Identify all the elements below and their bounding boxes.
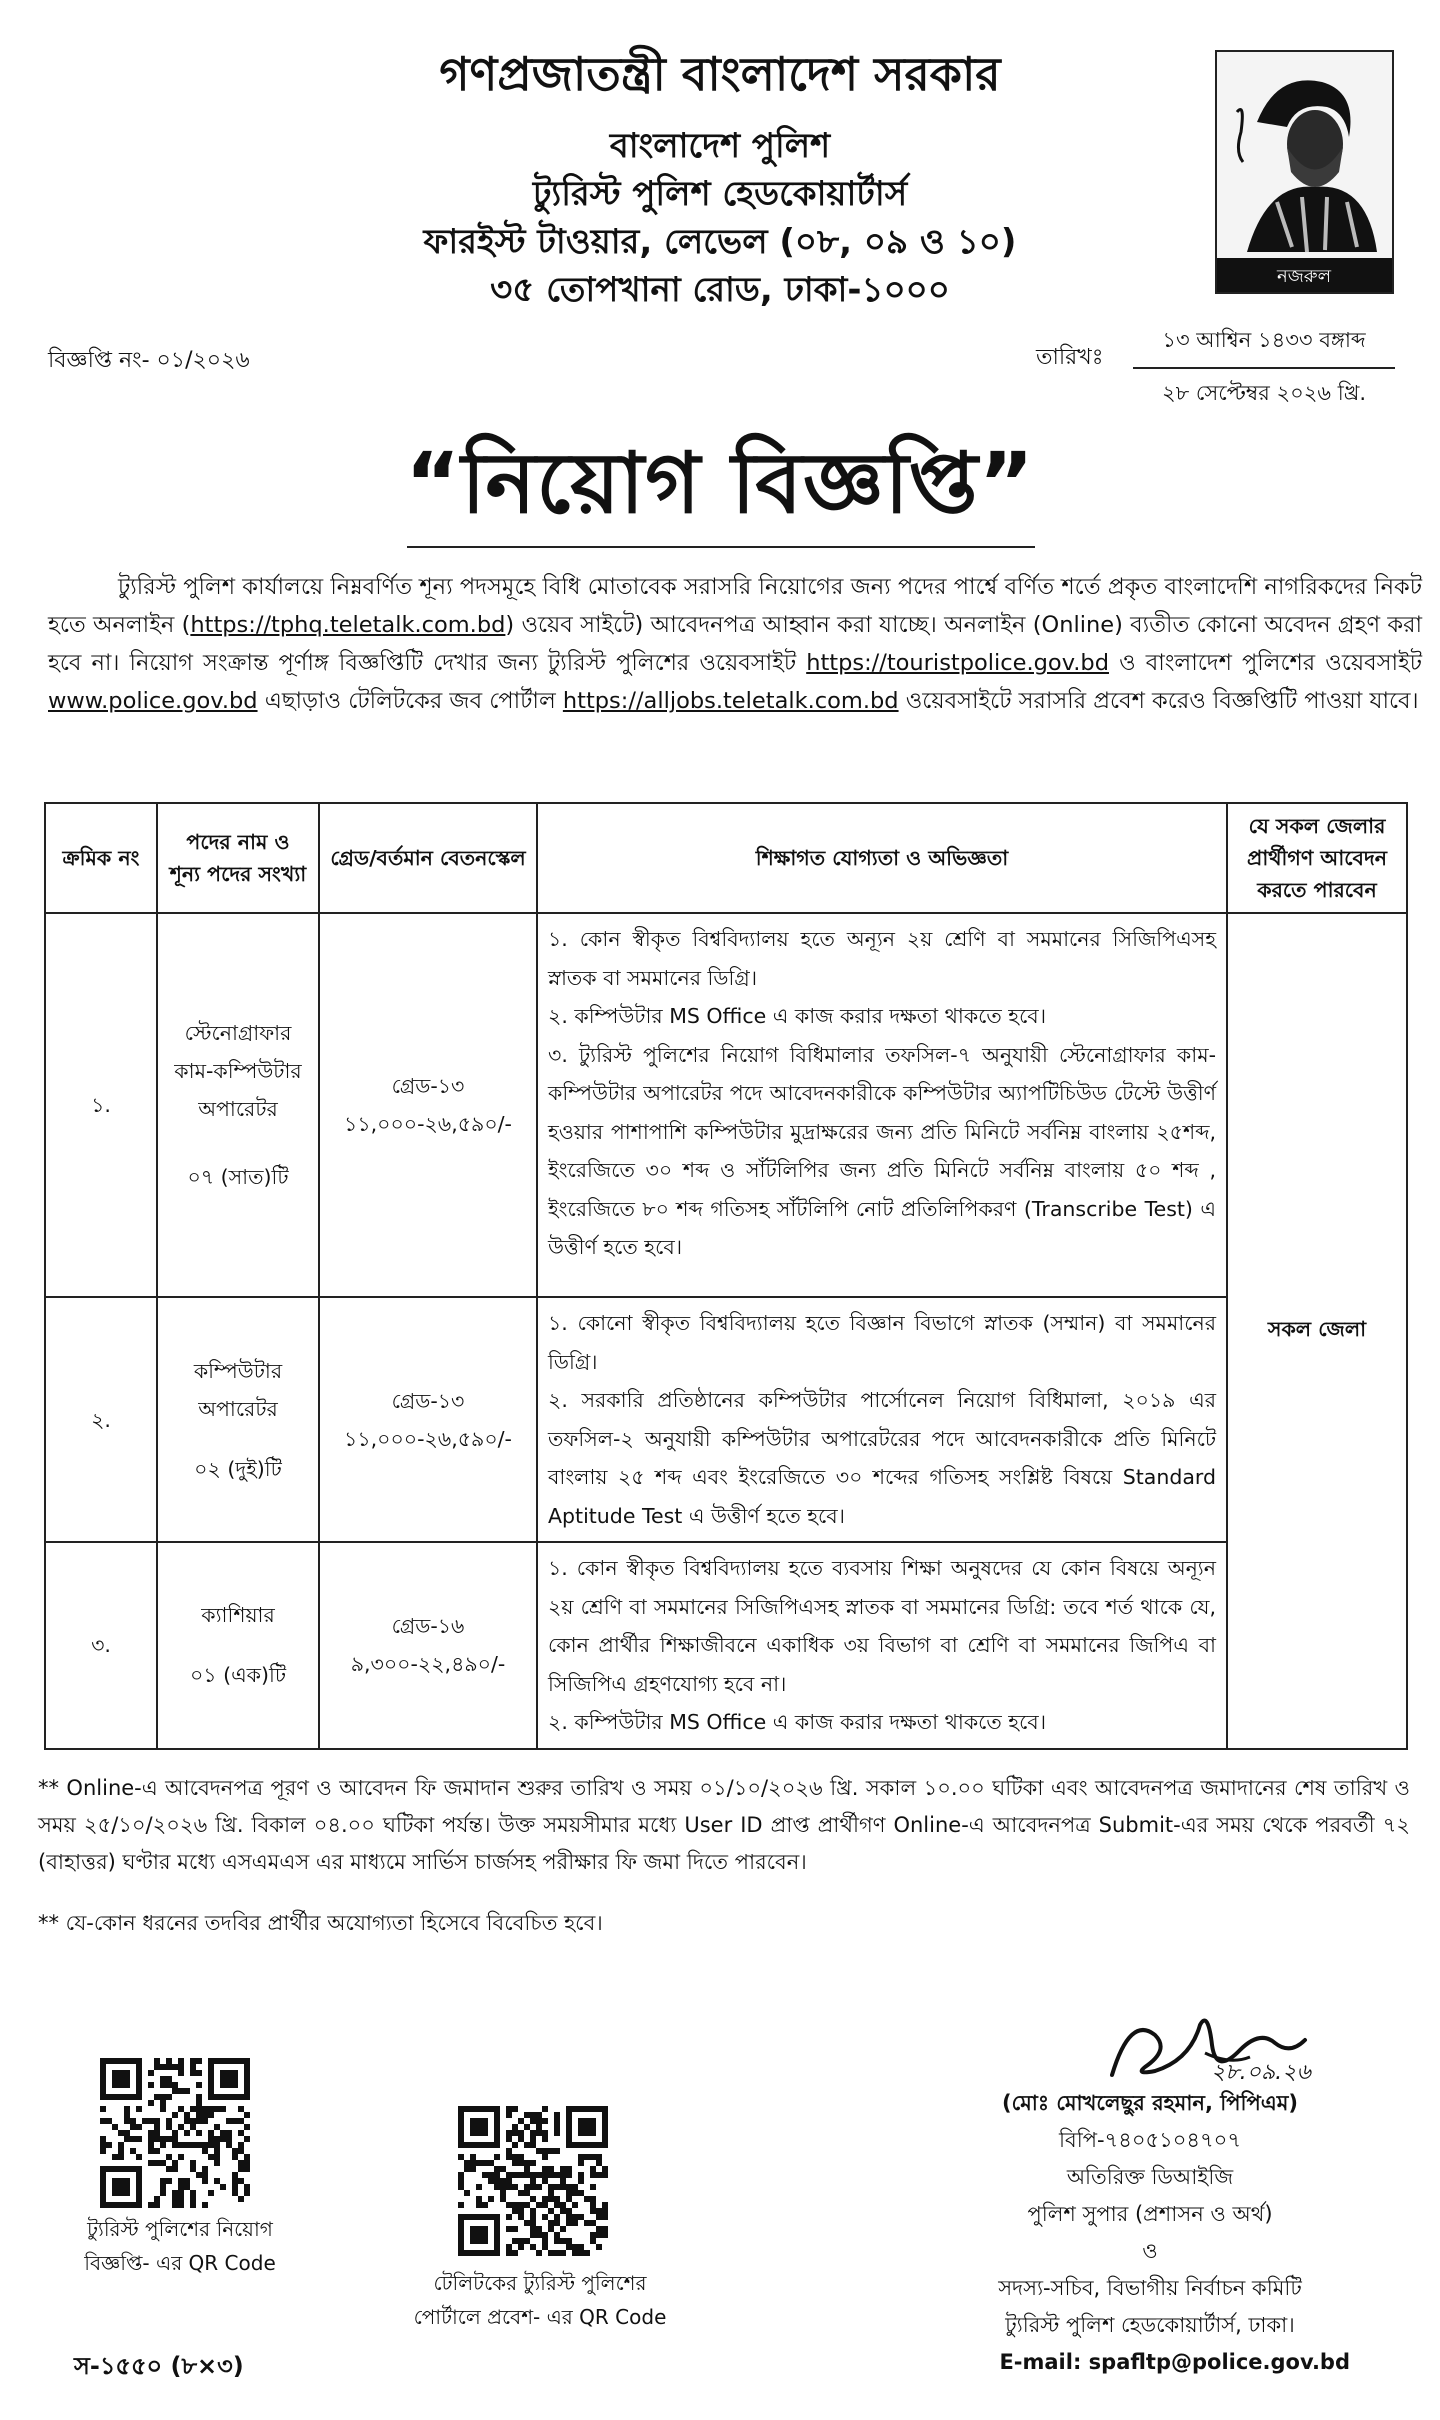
qr2-caption-line2: পোর্টালে প্রবেশ- এর QR Code <box>413 2305 667 2329</box>
qr2-caption-line1: টেলিটকের ট্যুরিস্ট পুলিশের <box>433 2271 647 2295</box>
qr-code-icon[interactable] <box>458 2106 608 2256</box>
qr-code-icon[interactable] <box>100 2058 250 2208</box>
intro-text-1: ট্যুরিস্ট পুলিশ কার্যালয়ে নিম্নবর্ণিত শূন্য পদসমূহে বিধি মোতাবেক সরাসরি নিয়োগের জন্য পদের পার্শ্বে বর্ণিত শর্তে প্রকৃত বাংলাদেশি নাগরিকদের নিকট হতে অনলাইন ( <box>48 574 1422 638</box>
header-government: গণপ্রজাতন্ত্রী বাংলাদেশ সরকার <box>439 47 1001 101</box>
date-bangla: ১৩ আশ্বিন ১৪৩৩ বঙ্গাব্দ <box>1133 320 1395 369</box>
post-name: স্টেনোগ্রাফার কাম-কম্পিউটার অপারেটর <box>174 1021 302 1121</box>
signatory-title-3: সদস্য-সচিব, বিভাগীয় নির্বাচন কমিটি <box>998 2276 1302 2300</box>
row-post <box>157 1297 319 1542</box>
post-name: কম্পিউটার অপারেটর <box>193 1358 283 1421</box>
row-post <box>157 1542 319 1749</box>
link-teletalk-application[interactable]: https://tphq.teletalk.com.bd <box>190 612 506 638</box>
pay-scale: ৯,৩০০-২২,৪৯০/- <box>350 1652 506 1677</box>
signature-date: ২৮.০৯.২৬ <box>1211 2060 1311 2085</box>
row-serial: ৩. <box>45 1542 157 1749</box>
qualification-item: ২. সরকারি প্রতিষ্ঠানের কম্পিউটার পার্সোনেল নিয়োগ বিধিমালা, ২০১৯ এর তফসিল-২ অনুযায়ী কম্পিউটার অপারেটরের পদে আবেদনকারীকে প্রতি মিনিটে বাংলায় ২৫ শব্দ এবং ইংরেজিতে ৩০ শব্দের গতিসহ সংশ্লিষ্ট বিষয়ে Standard Aptitude Test এ উত্তীর্ণ হতে হবে। <box>548 1388 1216 1528</box>
qualification-item: ২. কম্পিউটার MS Office এ কাজ করার দক্ষতা থাকতে হবে। <box>548 1710 1047 1734</box>
signatory-block <box>900 2085 1400 2381</box>
pay-scale: ১১,০০০-২৬,৫৯০/- <box>344 1426 512 1451</box>
qualification-item: ১. কোনো স্বীকৃত বিশ্ববিদ্যালয় হতে বিজ্ঞান বিভাগে স্নাতক (সম্মান) বা সমমানের ডিগ্রি। <box>548 1311 1216 1374</box>
date-label: তারিখঃ <box>1036 345 1104 370</box>
row-grade <box>319 913 537 1297</box>
signatory-bp: বিপি-৭৪০৫১০৪৭০৭ <box>1059 2128 1241 2152</box>
header-building: ফারইস্ট টাওয়ার, লেভেল (০৮, ০৯ ও ১০) <box>423 222 1017 262</box>
post-count: ০১ (এক)টি <box>189 1663 287 1688</box>
table-row <box>45 913 1407 1297</box>
grade-name: গ্রেড-১৩ <box>391 1388 465 1413</box>
qualification-item: ২. কম্পিউটার MS Office এ কাজ করার দক্ষতা থাকতে হবে। <box>548 1004 1047 1028</box>
signatory-and: ও <box>1142 2239 1158 2263</box>
qr1-caption <box>20 2212 340 2280</box>
header-post: পদের নাম ও শূন্য পদের সংখ্যা <box>157 803 319 913</box>
row-qualification <box>537 1542 1227 1749</box>
date-english: ২৮ সেপ্টেম্বর ২০২৬ খ্রি. <box>1161 381 1367 405</box>
qualification-item: ১. কোন স্বীকৃত বিশ্ববিদ্যালয় হতে অন্যূন ২য় শ্রেণি বা সমমানের সিজিপিএসহ স্নাতক বা সমমানের ডিগ্রি। <box>548 927 1216 990</box>
row-serial: ২. <box>45 1297 157 1542</box>
memo-number: বিজ্ঞপ্তি নং- ০১/২০২৬ <box>48 348 250 373</box>
table-row <box>45 1542 1407 1749</box>
row-grade <box>319 1297 537 1542</box>
row-grade <box>319 1542 537 1749</box>
portrait-drawing <box>1217 52 1392 292</box>
portrait-caption: নজরুল <box>1276 266 1332 287</box>
signatory-title-1: অতিরিক্ত ডিআইজি <box>1066 2165 1234 2189</box>
qr1-caption-line2: বিজ্ঞপ্তি- এর QR Code <box>84 2251 276 2275</box>
qualification-item: ৩. ট্যুরিস্ট পুলিশের নিয়োগ বিধিমালার তফসিল-৭ অনুযায়ী স্টেনোগ্রাফার কাম-কম্পিউটার অপারেটর পদে আবেদনকারীকে কম্পিউটার অ্যাপটিচিউড টেস্টে উত্তীর্ণ হওয়ার পাশাপাশি কম্পিউটার মুদ্রাক্ষরের জন্য প্রতি মিনিটে সর্বনিম্ন বাংলায় ২৫শব্দ, ইংরেজিতে ৩০ শব্দ ও সাঁটলিপির জন্য প্রতি মিনিটে সর্বনিম্ন বাংলায় ৫০ শব্দ , ইংরেজিতে ৮০ শব্দ গতিসহ সাঁটলিপি নোট প্রতিলিপিকরণ (Transcribe Test) এ উত্তীর্ণ হতে হবে। <box>548 1042 1216 1259</box>
link-tourist-police-website[interactable]: https://touristpolice.gov.bd <box>806 650 1109 676</box>
header-address: ৩৫ তোপখানা রোড, ঢাকা-১০০০ <box>490 270 950 310</box>
eligible-districts: সকল জেলা <box>1227 913 1407 1749</box>
signatory-email[interactable]: E-mail: spafltp@police.gov.bd <box>999 2350 1350 2374</box>
intro-text-2: ) ওয়েব সাইটে) আবেদনপত্র আহ্বান করা যাচ্ছে। অনলাইন (Online) ব্যতীত কোনো অবেদন গ্রহণ করা হবে না। নিয়োগ সংক্রান্ত পূর্ণাঙ্গ বিজ্ঞপ্তিটি দেখার জন্য ট্যুরিস্ট পুলিশের ওয়েবসাইট <box>48 612 1422 676</box>
note-application-dates: ** Online-এ আবেদনপত্র পূরণ ও আবেদন ফি জমাদান শুরুর তারিখ ও সময় ০১/১০/২০২৬ খ্রি. সকাল ১০.০০ ঘটিকা এবং আবেদনপত্র জমাদানের শেষ তারিখ ও সময় ২৫/১০/২০২৬ খ্রি. বিকাল ০৪.০০ ঘটিকা পর্যন্ত। উক্ত সময়সীমার মধ্যে User ID প্রাপ্ত প্রার্থীগণ Online-এ আবেদনপত্র Submit-এর সময় থেকে পরবর্তী ৭২ (বাহাত্তর) ঘণ্টার মধ্যে এসএমএস এর মাধ্যমে সার্ভিস চার্জসহ পরীক্ষার ফি জমা দিতে পারবেন। <box>38 1776 1410 1874</box>
portrait-emblem <box>1215 50 1394 294</box>
intro-paragraph <box>48 568 1422 720</box>
link-police-website[interactable]: www.police.gov.bd <box>48 688 258 714</box>
intro-text-5: ওয়েবসাইটে সরাসরি প্রবেশ করেও বিজ্ঞপ্তিটি পাওয়া যাবে। <box>898 688 1419 714</box>
table-header-row <box>45 803 1407 913</box>
intro-text-3: ও বাংলাদেশ পুলিশের ওয়েবসাইট <box>1108 650 1422 676</box>
signatory-name: (মোঃ মোখলেছুর রহমান, পিপিএম) <box>1001 2091 1299 2115</box>
qr2-caption <box>390 2266 690 2334</box>
table-row <box>45 1297 1407 1542</box>
link-alljobs-teletalk[interactable]: https://alljobs.teletalk.com.bd <box>562 688 899 714</box>
post-count: ০৭ (সাত)টি <box>187 1165 289 1189</box>
intro-text-4: এছাড়াও টেলিটকের জব পোর্টাল <box>257 688 563 714</box>
header-headquarters: ট্যুরিস্ট পুলিশ হেডকোয়ার্টার্স <box>532 174 908 214</box>
header-grade: গ্রেড/বর্তমান বেতনস্কেল <box>319 803 537 913</box>
qualification-item: ১. কোন স্বীকৃত বিশ্ববিদ্যালয় হতে ব্যবসায় শিক্ষা অনুষদের যে কোন বিষয়ে অন্যূন ২য় শ্রেণি বা সমমানের সিজিপিএসহ স্নাতক বা সমমানের ডিগ্রি: তবে শর্ত থাকে যে, কোন প্রার্থীর শিক্ষাজীবনে একাধিক ৩য় বিভাগ বা শ্রেণি বা সমমানের জিপিএ বা সিজিপিএ গ্রহণযোগ্য হবে না। <box>548 1556 1216 1696</box>
post-count: ০২ (দুই)টি <box>194 1456 282 1481</box>
grade-name: গ্রেড-১৩ <box>391 1074 465 1098</box>
row-serial: ১. <box>45 913 157 1297</box>
row-qualification <box>537 913 1227 1297</box>
post-name: ক্যাশিয়ার <box>201 1603 275 1628</box>
notice-title: “নিয়োগ বিজ্ঞপ্তি” <box>405 434 1035 532</box>
grade-name: গ্রেড-১৬ <box>391 1614 465 1639</box>
row-post <box>157 913 319 1297</box>
title-underline <box>407 546 1035 548</box>
form-code: স-১৫৫০ (৮×৩) <box>74 2352 244 2380</box>
signatory-office: ট্যুরিস্ট পুলিশ হেডকোয়ার্টার্স, ঢাকা। <box>1005 2313 1295 2337</box>
qr1-caption-line1: ট্যুরিস্ট পুলিশের নিয়োগ <box>87 2217 273 2241</box>
vacancy-table <box>44 802 1408 1750</box>
header-districts: যে সকল জেলার প্রার্থীগণ আবেদন করতে পারবেন <box>1227 803 1407 913</box>
header-police: বাংলাদেশ পুলিশ <box>609 126 831 166</box>
signatory-title-2: পুলিশ সুপার (প্রশাসন ও অর্থ) <box>1027 2202 1273 2226</box>
row-qualification <box>537 1297 1227 1542</box>
date-box <box>1133 320 1395 412</box>
header-serial: ক্রমিক নং <box>45 803 157 913</box>
pay-scale: ১১,০০০-২৬,৫৯০/- <box>344 1112 512 1136</box>
note-lobbying: ** যে-কোন ধরনের তদবির প্রার্থীর অযোগ্যতা হিসেবে বিবেচিত হবে। <box>38 1911 603 1935</box>
header-qualification: শিক্ষাগত যোগ্যতা ও অভিজ্ঞতা <box>537 803 1227 913</box>
